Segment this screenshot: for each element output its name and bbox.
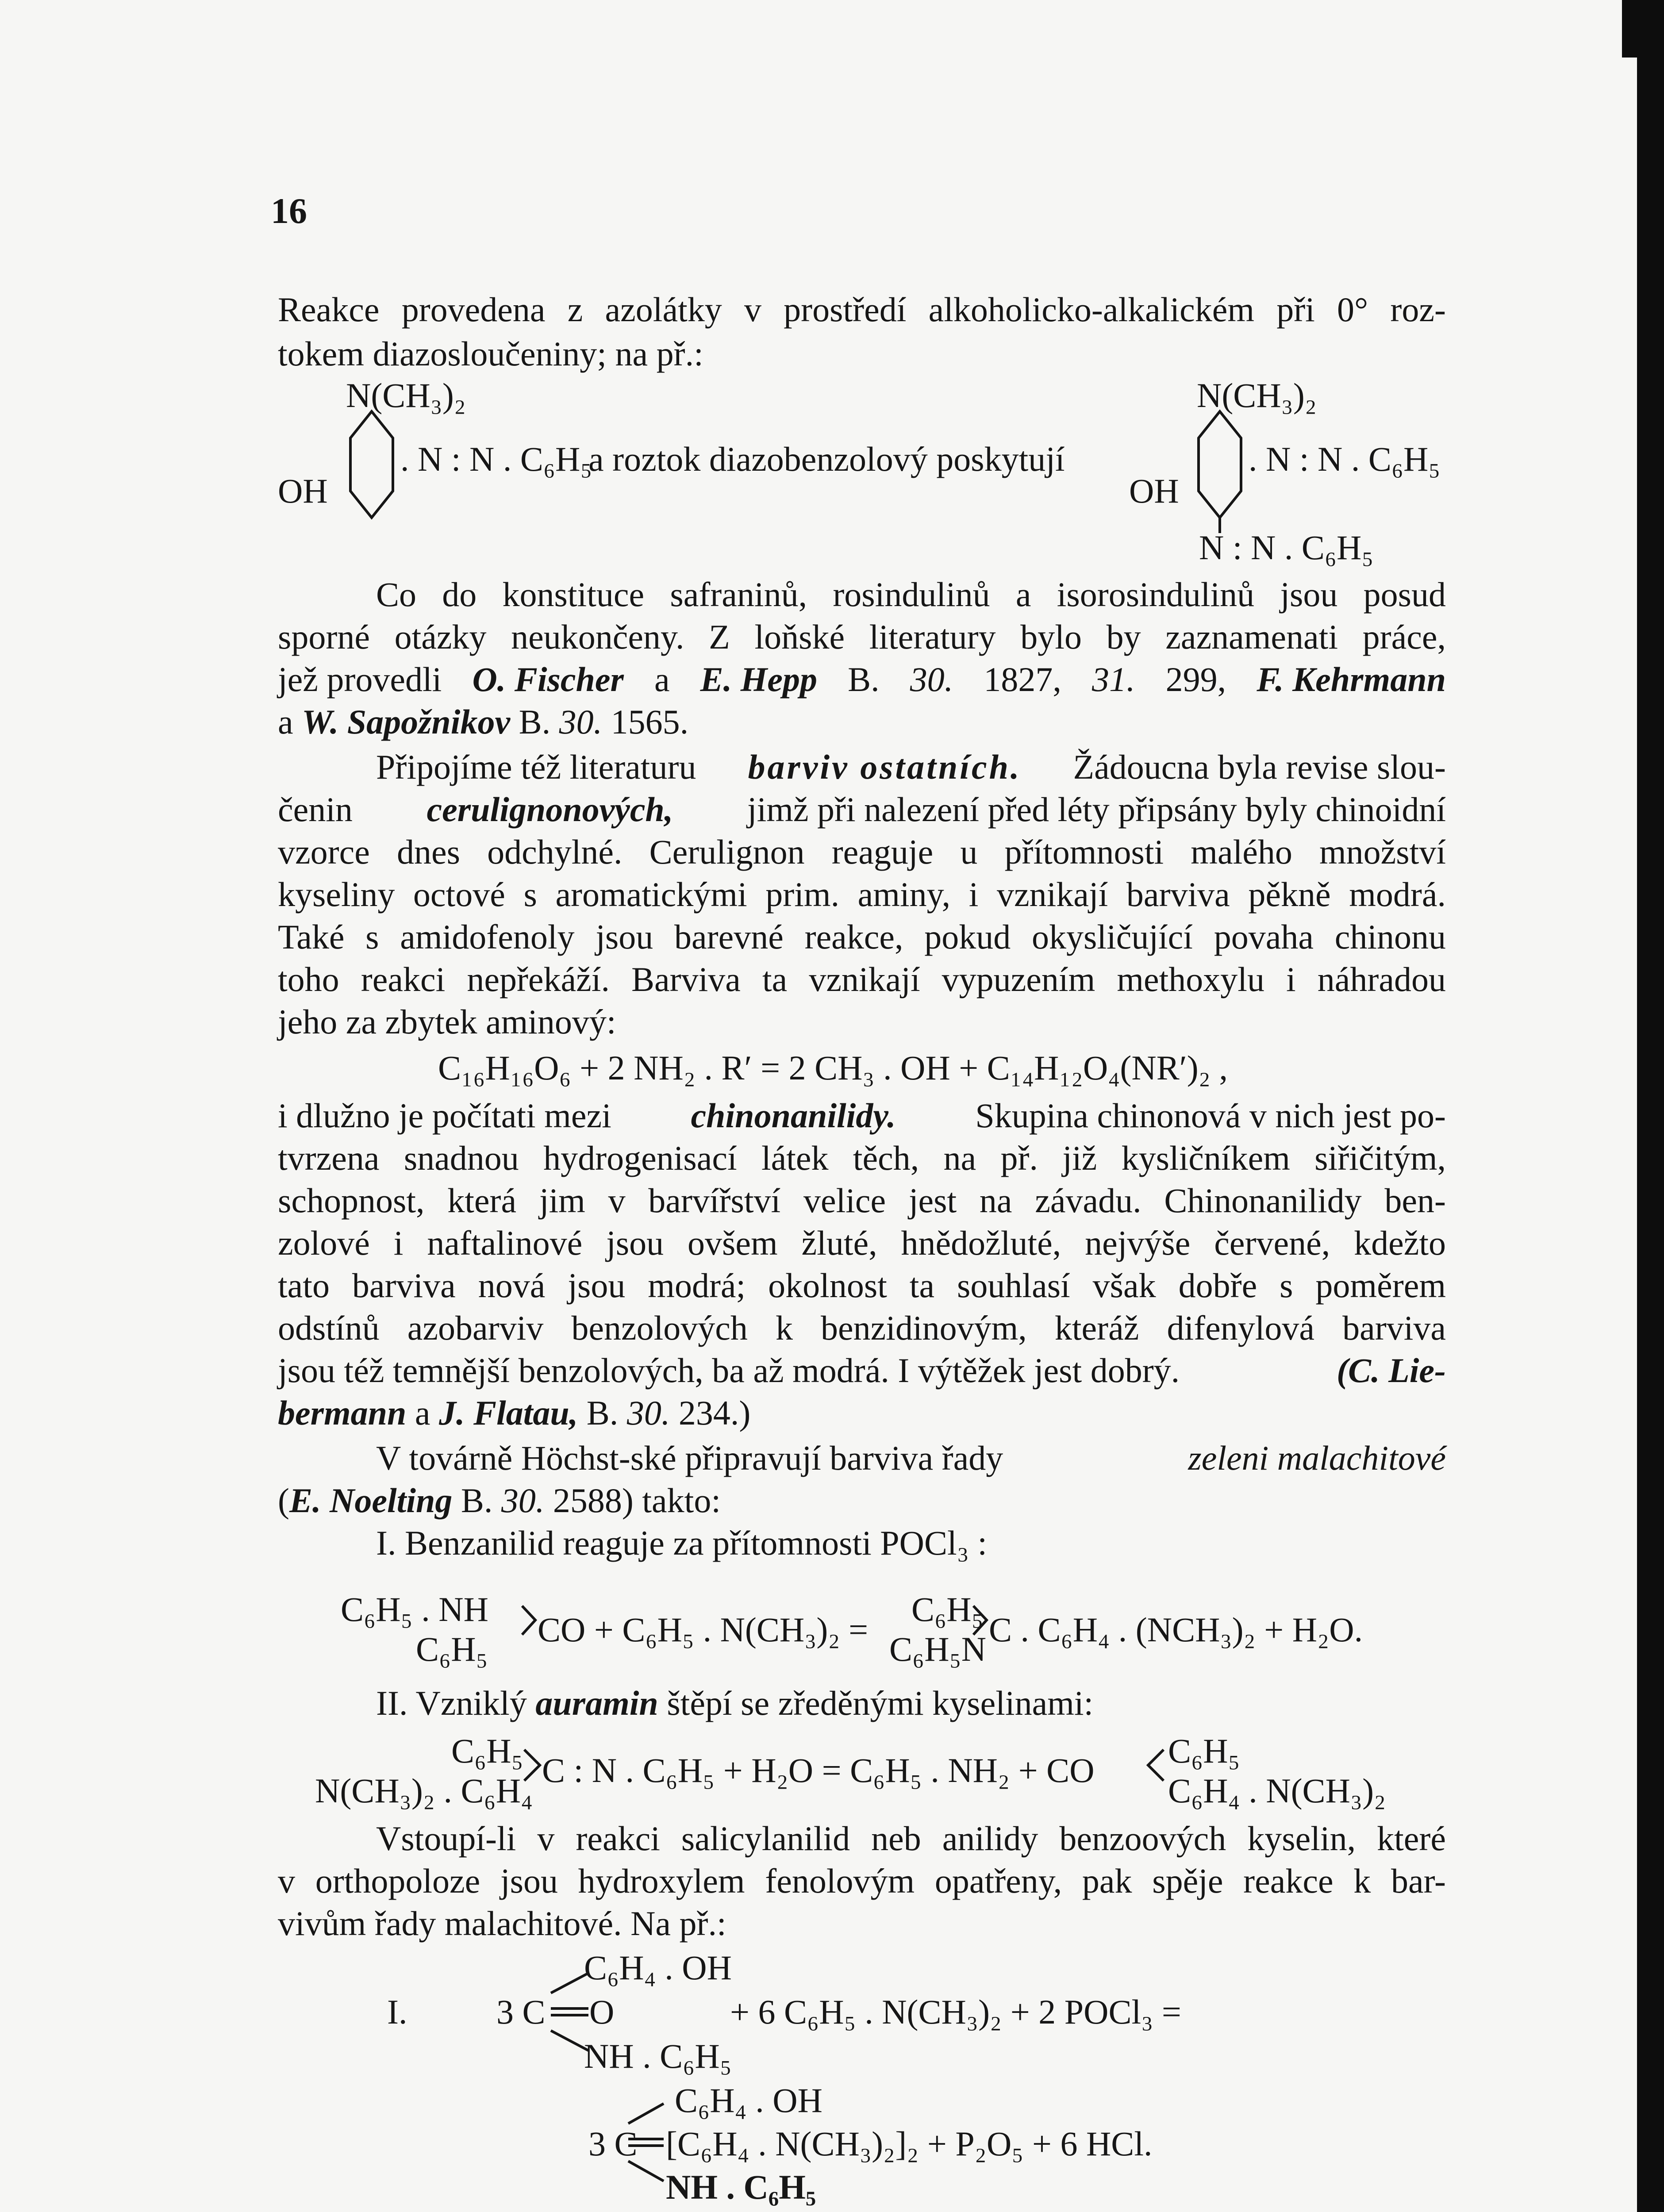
text: jež provedli — [278, 660, 442, 699]
author-name: E. Hepp — [700, 660, 817, 699]
text: a — [654, 660, 670, 699]
right-ring-bottom-azo-group: N : N . C₆H₅ — [1199, 528, 1374, 567]
para4-line6: odstínů azobarviv benzolových k benzidinovým, kteráž difenylová barviva — [278, 1309, 1446, 1347]
text: 1827, — [984, 660, 1061, 699]
reaction2-bottom: NH . C₆H₅ — [666, 2168, 816, 2206]
para3-line3: vzorce dnes odchylné. Cerulignon reaguje u přítomnosti malého množství — [278, 833, 1446, 871]
para6-line1: Vstoupí-li v reakci salicylanilid neb anilidy benzoových kyselin, které — [376, 1819, 1446, 1858]
step1-left-bracket — [522, 1606, 535, 1635]
step1-label: I. Benzanilid reaguje za přítomnosti POCl₃ : — [376, 1524, 988, 1562]
step1-lhs-top: C₆H₅ . NH — [341, 1590, 488, 1628]
text: II. Vzniklý — [376, 1684, 527, 1722]
step1-lhs-rest: CO + C₆H₅ . N(CH₃)₂ = — [538, 1610, 869, 1649]
text: V továrně Höchst-ské připravují barviva řady — [376, 1439, 1003, 1477]
author-name: F. Kehrmann — [1257, 660, 1446, 699]
para3-line6: toho reakci nepřekáží. Barviva ta vznikají vypuzením methoxylu i náhradou — [278, 960, 1446, 998]
text: Žádoucna byla revise slou- — [1073, 748, 1446, 786]
volume-number: 30. — [910, 660, 953, 699]
text: a — [415, 1394, 430, 1432]
text: Připojíme též literaturu — [376, 748, 696, 786]
left-ring-oh: OH — [278, 472, 328, 510]
step2-label — [376, 1682, 1093, 1724]
para1-line2: tokem diazosloučeniny; na př.: — [278, 334, 703, 373]
para4-line5: tato barviva nová jsou modrá; okolnost ta souhlasí však dobře s poměrem — [278, 1266, 1446, 1305]
para4-line3: schopnost, která jim v barvířství velice jest na závadu. Chinonanilidy ben- — [278, 1181, 1446, 1220]
volume-number: 31. — [1091, 660, 1135, 699]
text: 2588) takto: — [553, 1481, 721, 1520]
text: Skupina chinonová v nich jest po- — [975, 1096, 1446, 1135]
step2-lhs-top: C₆H₅ — [451, 1732, 523, 1770]
scheme1-middle-text: a roztok diazobenzolový poskytují — [588, 440, 1065, 478]
right-ring-top-group: N(CH₃)₂ — [1197, 376, 1317, 415]
reaction2-coef: 3 C — [588, 2124, 638, 2163]
reaction2-top: C₆H₄ . OH — [675, 2081, 822, 2120]
text: a — [278, 703, 293, 741]
left-ring-azo-group: . N : N . C₆H₅ — [400, 440, 592, 478]
equation-1: C₁₆H₁₆O₆ + 2 NH₂ . R′ = 2 CH₃ . OH + C₁₄H₁₂O₄(NR′)₂ , — [438, 1048, 1228, 1087]
author-name: W. Sapožnikov — [302, 703, 511, 741]
volume-number: 30. — [559, 703, 603, 741]
author-name: O. Fischer — [472, 660, 624, 699]
para4-line4: zolové i naftalinové jsou ovšem žluté, hnědožluté, nejvýše červené, kdežto — [278, 1224, 1446, 1262]
para3-line5: Také s amidofenoly jsou barevné reakce, pokud okysličující povaha chinonu — [278, 918, 1446, 956]
emphasis: auramin — [535, 1684, 658, 1722]
text: štěpí se zředěnými kyselinami: — [667, 1684, 1094, 1722]
step2-middle: C : N . C₆H₅ + H₂O = C₆H₅ . NH₂ + CO — [542, 1751, 1095, 1790]
para2-line1: Co do konstituce safraninů, rosindulinů a isorosindulinů jsou posud — [376, 575, 1446, 614]
text: 299, — [1165, 660, 1226, 699]
step2-rhs-top: C₆H₅ — [1168, 1732, 1240, 1770]
step2-right-bracket — [1148, 1750, 1164, 1781]
text: 1565. — [611, 703, 689, 741]
volume-number: 30. — [501, 1481, 545, 1520]
emphasis: barviv ostatních. — [748, 748, 1022, 786]
author-name: (C. Lie- — [1337, 1351, 1446, 1390]
para3-line7: jeho za zbytek aminový: — [278, 1002, 616, 1041]
author-name: J. Flatau, — [439, 1394, 578, 1432]
emphasis: chinonanilidy. — [691, 1096, 896, 1135]
reaction1-mid: O — [589, 1993, 615, 2031]
text: jimž při nalezení před léty připsány byly chinoidní — [747, 790, 1446, 829]
reaction-bond-top-2 — [628, 2104, 664, 2124]
reaction-label: I. — [387, 1993, 407, 2031]
step2-rhs-bottom: C₆H₄ . N(CH₃)₂ — [1168, 1771, 1386, 1810]
reaction1-top: C₆H₄ . OH — [584, 1948, 732, 1987]
emphasis: zeleni malachitové — [1188, 1439, 1446, 1477]
text: B. — [461, 1481, 493, 1520]
para4-line2: tvrzena snadnou hydrogenisací látek těch, na př. již kysličníkem siřičitým, — [278, 1139, 1446, 1177]
right-ring-azo-group: . N : N . C₆H₅ — [1249, 440, 1441, 478]
step1-lhs-bottom: C₆H₅ — [416, 1630, 488, 1668]
para1-line1: Reakce provedena z azolátky v prostředí alkoholicko-alkalickém při 0° roz- — [278, 290, 1446, 329]
author-name: bermann — [278, 1394, 407, 1432]
right-ring-oh: OH — [1129, 472, 1179, 510]
text: 234.) — [678, 1394, 751, 1432]
text: B. — [586, 1394, 619, 1432]
volume-number: 30. — [626, 1394, 670, 1432]
text: čenin — [278, 790, 353, 829]
para6-line2: v orthopoloze jsou hydroxylem fenolovým opatřeny, pak spěje reakce k bar- — [278, 1862, 1446, 1900]
reaction-bond-bottom-1 — [551, 2031, 588, 2051]
text: ( — [278, 1481, 289, 1520]
reaction1-rest: + 6 C₆H₅ . N(CH₃)₂ + 2 POCl₃ = — [730, 1993, 1181, 2031]
reaction1-bottom: NH . C₆H₅ — [584, 2037, 732, 2075]
text: B. — [519, 703, 551, 741]
reaction-bond-top-1 — [551, 1973, 588, 1993]
step1-rhs-bottom: C₆H₅N — [889, 1630, 987, 1668]
step1-rhs-rest: C . C₆H₄ . (NCH₃)₂ + H₂O. — [989, 1610, 1363, 1649]
text: i dlužno je počítati mezi — [278, 1096, 611, 1135]
text: jsou též temnější benzolových, ba až modrá. I výtěžek jest dobrý. — [278, 1351, 1180, 1390]
step2-lhs-bottom: N(CH₃)₂ . C₆H₄ — [315, 1771, 533, 1810]
reaction2-mid: [C₆H₄ . N(CH₃)₂]₂ + P₂O₅ + 6 HCl. — [666, 2124, 1153, 2163]
page-number: 16 — [271, 191, 307, 231]
reaction1-coef: 3 C — [496, 1993, 546, 2031]
para6-line3: vivům řady malachitové. Na př.: — [278, 1904, 726, 1943]
left-ring-top-group: N(CH₃)₂ — [346, 376, 466, 415]
para2-line2: sporné otázky neukončeny. Z loňské literatury bylo by zaznamenati práce, — [278, 618, 1446, 656]
emphasis: cerulignonových, — [427, 790, 673, 829]
text: B. — [848, 660, 880, 699]
author-name: E. Noelting — [289, 1481, 453, 1520]
step1-rhs-top: C₆H₅ — [911, 1590, 984, 1628]
para3-line4: kyseliny octové s aromatickými prim. aminy, i vznikají barviva pěkně modrá. — [278, 875, 1446, 914]
